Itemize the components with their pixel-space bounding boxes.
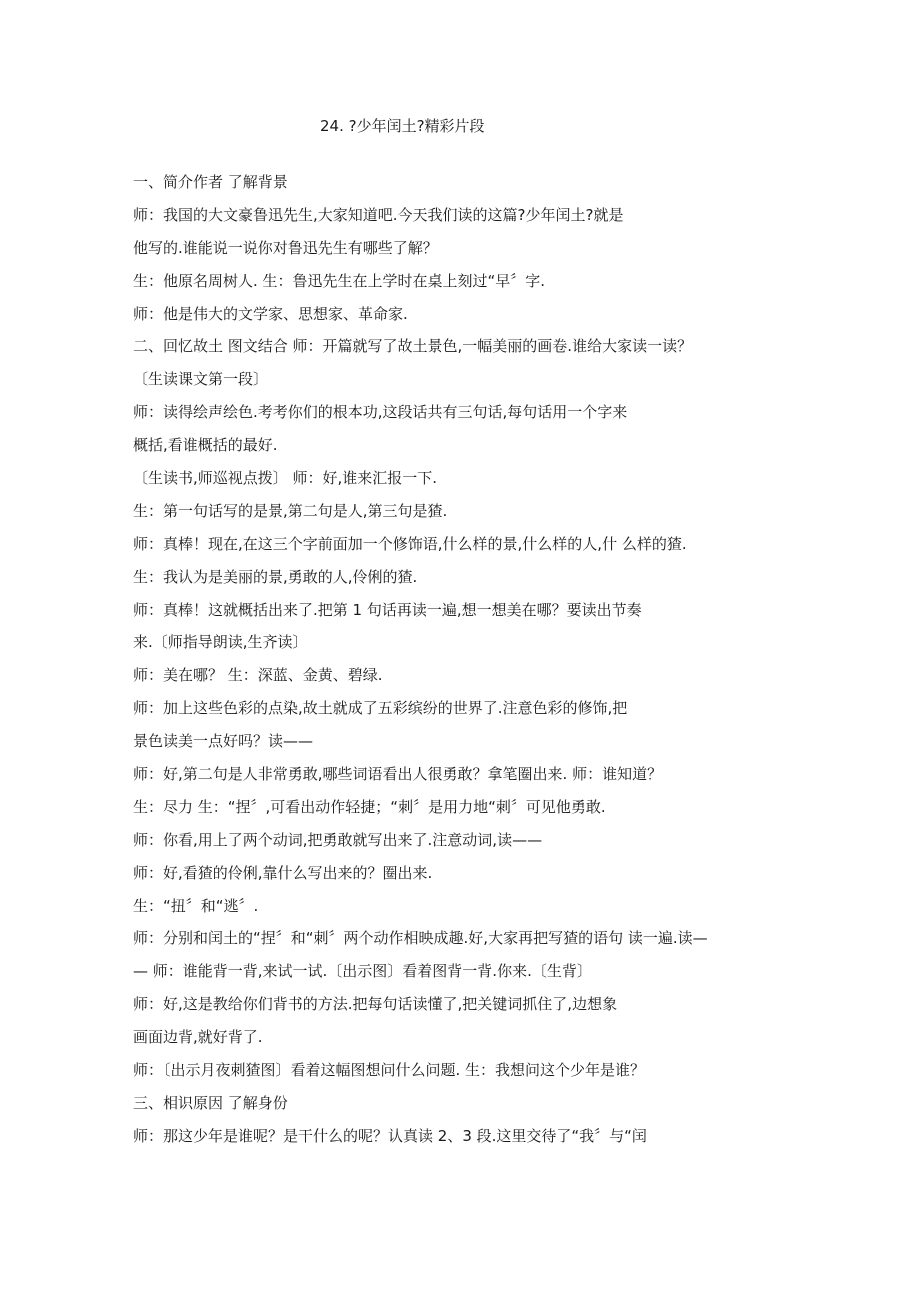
text-line: 〔生读课文第一段〕 [133, 370, 269, 389]
text-line: 生：“扭〞和“逃〞. [133, 896, 259, 915]
text-line: 师：真棒！这就概括出来了.把第 1 句话再读一遍,想一想美在哪？要读出节奏 [133, 600, 642, 619]
text-line: 师：好,这是教给你们背书的方法.把每句话读懂了,把关键词抓住了,边想象 [133, 995, 618, 1014]
text-line: 师：分别和闰土的“捏〞和“刺〞两个动作相映成趣.好,大家再把写猹的语句 读一遍.读— [133, 929, 708, 948]
text-line: 一、简介作者 了解背景 [133, 173, 288, 191]
text-line: 师：你看,用上了两个动词,把勇敢就写出来了.注意动词,读—— [133, 830, 543, 849]
text-line: 二、回忆故土 图文结合 师：开篇就写了故土景色,一幅美丽的画卷.谁给大家读一读？ [133, 337, 693, 356]
text-line: 生：他原名周树人. 生：鲁迅先生在上学时在桌上刻过“早〞字. [133, 271, 546, 290]
text-line: 师：真棒！现在,在这三个字前面加一个修饰语,什么样的景,什么样的人,什 么样的猹. [133, 534, 687, 553]
text-line: 生：第一句话写的是景,第二句是人,第三句是猹. [133, 501, 448, 520]
text-line: 师：美在哪？ 生：深蓝、金黄、碧绿. [133, 666, 383, 685]
text-line: 生：我认为是美丽的景,勇敢的人,伶俐的猹. [133, 567, 418, 586]
text-line: 师：我国的大文豪鲁迅先生,大家知道吧.今天我们读的这篇?少年闰土?就是 [133, 205, 624, 224]
text-line: 师：那这少年是谁呢？是干什么的呢？认真读 2、3 段.这里交待了“我〞与“闰 [133, 1126, 647, 1145]
text-line: 景色读美一点好吗？读—— [133, 732, 314, 751]
text-line: 师：他是伟大的文学家、思想家、革命家. [133, 304, 408, 323]
text-line: 来.〔师指导朗读,生齐读〕 [133, 633, 308, 652]
document-body [133, 172, 793, 1159]
text-line: 师：好,看猹的伶俐,靠什么写出来的？圈出来. [133, 863, 433, 882]
text-line: 画面边背,就好背了. [133, 1028, 263, 1047]
text-line: 三、相识原因 了解身份 [133, 1093, 288, 1112]
text-line: 〔生读书,师巡视点拨〕 师：好,谁来汇报一下. [133, 469, 438, 488]
text-line: 师：读得绘声绘色.考考你们的根本功,这段话共有三句话,每句话用一个字来 [133, 403, 628, 422]
text-line: 生：尽力 生：“捏〞,可看出动作轻捷；“刺〞是用力地“刺〞可见他勇敢. [133, 797, 606, 816]
text-line: 师：好,第二句是人非常勇敢,哪些词语看出人很勇敢？拿笔圈出来. 师：谁知道？ [133, 765, 663, 784]
text-line: 概括,看谁概括的最好. [133, 436, 278, 455]
text-line: — 师：谁能背一背,来试一试.〔出示图〕看着图背一背.你来.〔生背〕 [133, 962, 592, 981]
text-line: 师：〔出示月夜刺猹图〕看着这幅图想问什么问题. 生：我想问这个少年是谁？ [133, 1061, 646, 1080]
document-title: 24. ?少年闰土?精彩片段 [320, 117, 485, 135]
text-line: 他写的.谁能说一说你对鲁迅先生有哪些了解？ [133, 238, 438, 257]
text-line: 师：加上这些色彩的点染,故土就成了五彩缤纷的世界了.注意色彩的修饰,把 [133, 699, 628, 718]
